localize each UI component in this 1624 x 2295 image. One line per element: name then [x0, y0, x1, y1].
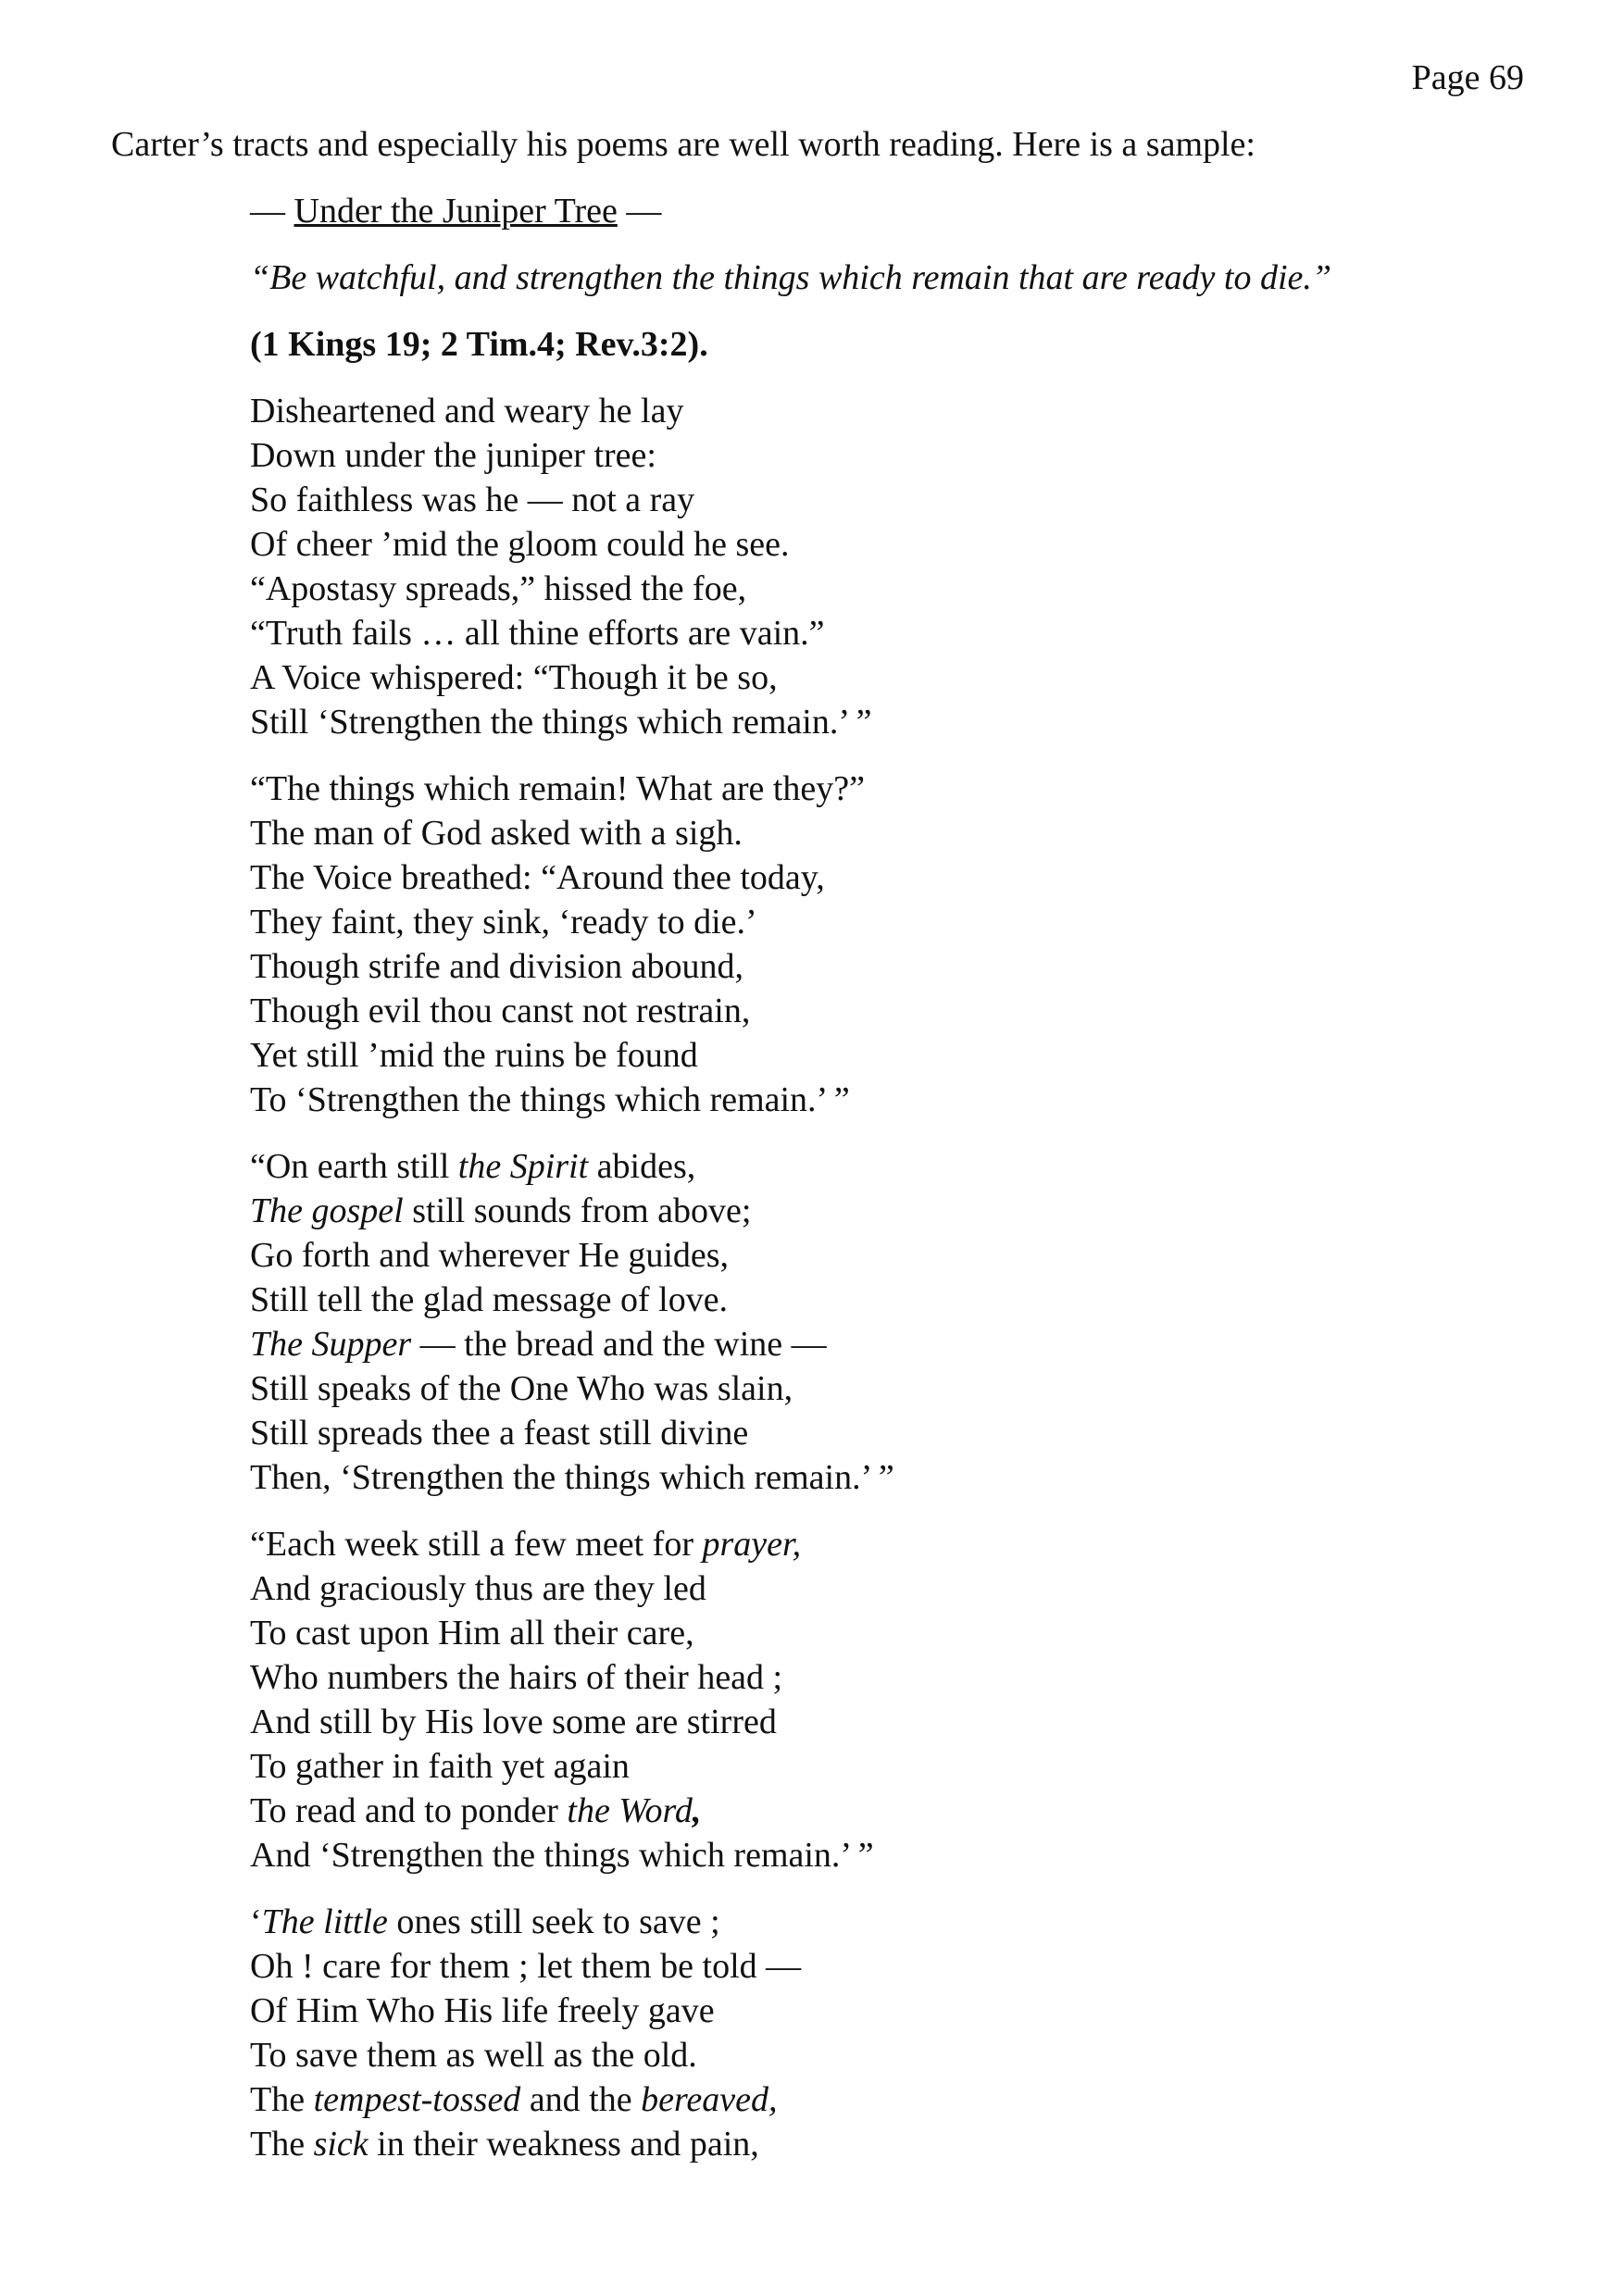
poem-line: [250, 1411, 1546, 1455]
poem-line: [250, 433, 1546, 478]
poem-text-segment: The Voice breathed: “Around thee today,: [250, 858, 825, 897]
poem-stanza: [250, 389, 1546, 744]
poem-line: [250, 1944, 1546, 1989]
poem-text-segment: still sounds from above;: [403, 1191, 752, 1230]
poem-line: [250, 1189, 1546, 1233]
poem-line: [250, 811, 1546, 855]
poem-line: [250, 1789, 1546, 1833]
poem-text-segment: bereaved,: [641, 2080, 778, 2119]
poem-line: [250, 1655, 1546, 1700]
poem-text-segment: the Spirit: [457, 1147, 589, 1186]
poem-line: [250, 611, 1546, 655]
poem-line: [250, 1522, 1546, 1566]
poem-line: [250, 389, 1546, 433]
poem-title: Under the Juniper Tree: [294, 192, 618, 231]
poem-line: [250, 655, 1546, 700]
poem-text-segment: The: [250, 2125, 314, 2164]
poem-text-segment: tempest-tossed: [313, 2080, 521, 2119]
poem-text-segment: To read and to ponder: [250, 1791, 568, 1830]
poem-text-segment: in their weakness and pain,: [368, 2125, 759, 2164]
poem-text-segment: Disheartened and weary he lay: [250, 392, 684, 430]
poem-text-segment: And still by His love some are stirred: [250, 1703, 777, 1741]
poem-text-segment: To save them as well as the old.: [250, 2036, 697, 2075]
poem-text-segment: The: [250, 2080, 314, 2119]
poem-text-segment: “Apostasy spreads,” hissed the foe,: [250, 569, 747, 608]
poem-text-segment: And graciously thus are they led: [250, 1569, 706, 1608]
poem-stanza: [250, 1144, 1546, 1500]
poem-text-segment: To ‘Strengthen the things which remain.’ ”: [250, 1080, 850, 1119]
poem-stanza: [250, 1900, 1546, 2166]
poem-line: [250, 700, 1546, 744]
poem-line: [250, 1033, 1546, 1078]
poem-line: [250, 855, 1546, 900]
poem-line: [250, 900, 1546, 944]
poem-text-segment: — the bread and the wine —: [411, 1325, 827, 1364]
poem-text-segment: “The things which remain! What are they?”: [250, 769, 866, 808]
poem-text-segment: the Word: [567, 1791, 693, 1830]
poem-line: [250, 1078, 1546, 1122]
poem-text-segment: Still ‘Strengthen the things which remain.’ ”: [250, 703, 872, 742]
poem-line: [250, 944, 1546, 989]
poem-text-segment: Still spreads thee a feast still divine: [250, 1414, 749, 1453]
poem-line: [250, 1455, 1546, 1500]
poem-text-segment: Down under the juniper tree:: [250, 436, 656, 475]
poem-text-segment: The Supper: [250, 1325, 412, 1364]
poem-text-segment: Go forth and wherever He guides,: [250, 1236, 730, 1275]
poem-text-segment: “Each week still a few meet for: [250, 1525, 703, 1564]
poem-text-segment: Still tell the glad message of love.: [250, 1280, 729, 1319]
poem-line: [250, 1566, 1546, 1611]
scripture-reference: (1 Kings 19; 2 Tim.4; Rev.3:2).: [250, 325, 708, 364]
poem-text-segment: “On earth still: [250, 1147, 458, 1186]
poem-line: [250, 1322, 1546, 1366]
poem-text-segment: ‘: [250, 1902, 262, 1941]
poem-line: [250, 1989, 1546, 2033]
poem-line: [250, 567, 1546, 611]
poem-line: [250, 1144, 1546, 1189]
poem-line: [250, 1900, 1546, 1944]
poem-line: [250, 2033, 1546, 2077]
poem-text-segment: The gospel: [250, 1191, 404, 1230]
poem-epigraph: “Be watchful, and strengthen the things which remain that are ready to die.”: [250, 258, 1332, 297]
intro-paragraph: Carter’s tracts and especially his poems are well worth reading. Here is a sample:: [111, 125, 1255, 164]
poem-line: [250, 1833, 1546, 1877]
poem-text-segment: To cast upon Him all their care,: [250, 1614, 694, 1653]
poem-text-segment: So faithless was he — not a ray: [250, 480, 695, 519]
poem-line: [250, 522, 1546, 567]
poem-line: [250, 2122, 1546, 2166]
poem-text-segment: The man of God asked with a sigh.: [250, 814, 743, 853]
poem-text-segment: They faint, they sink, ‘ready to die.’: [250, 903, 757, 942]
poem-line: [250, 1278, 1546, 1322]
poem-text-segment: and the: [520, 2080, 642, 2119]
poem-text-segment: Oh ! care for them ; let them be told —: [250, 1947, 802, 1986]
poem-line: [250, 989, 1546, 1033]
title-dash-right: —: [617, 192, 662, 231]
poem-title-line: [250, 189, 1546, 233]
poem-line: [250, 1366, 1546, 1411]
poem-text-segment: And ‘Strengthen the things which remain.’ ”: [250, 1836, 874, 1875]
poem-stanzas: [250, 389, 1546, 2166]
poem-text-segment: Still speaks of the One Who was slain,: [250, 1369, 793, 1408]
page-number: Page 69: [1411, 58, 1524, 97]
poem-line: [250, 767, 1546, 811]
poem-text-segment: prayer,: [702, 1525, 802, 1564]
poem-text-segment: “Truth fails … all thine efforts are vain.”: [250, 614, 825, 653]
poem-text-segment: ,: [692, 1791, 702, 1830]
poem-text-segment: ones still seek to save ;: [387, 1902, 720, 1941]
poem-text-segment: Who numbers the hairs of their head ;: [250, 1658, 783, 1697]
poem-stanza: [250, 767, 1546, 1122]
poem-line: [250, 1700, 1546, 1744]
poem-stanza: [250, 1522, 1546, 1877]
poem-line: [250, 478, 1546, 522]
poem-text-segment: A Voice whispered: “Though it be so,: [250, 658, 778, 697]
poem-line: [250, 1611, 1546, 1655]
poem-text-segment: sick: [313, 2125, 369, 2164]
poem-text-segment: abides,: [588, 1147, 696, 1186]
poem: [250, 189, 1546, 2189]
poem-text-segment: The little: [261, 1902, 388, 1941]
poem-text-segment: Yet still ’mid the ruins be found: [250, 1036, 698, 1075]
poem-line: [250, 1744, 1546, 1789]
poem-text-segment: To gather in faith yet again: [250, 1747, 630, 1786]
poem-line: [250, 1233, 1546, 1278]
poem-text-segment: Of Him Who His life freely gave: [250, 1991, 715, 2030]
poem-text-segment: Though strife and division abound,: [250, 947, 743, 986]
poem-text-segment: Then, ‘Strengthen the things which remain.’ ”: [250, 1458, 894, 1497]
poem-line: [250, 2077, 1546, 2122]
poem-text-segment: Of cheer ’mid the gloom could he see.: [250, 525, 790, 564]
poem-text-segment: Though evil thou canst not restrain,: [250, 992, 751, 1030]
title-dash-left: —: [250, 192, 294, 231]
